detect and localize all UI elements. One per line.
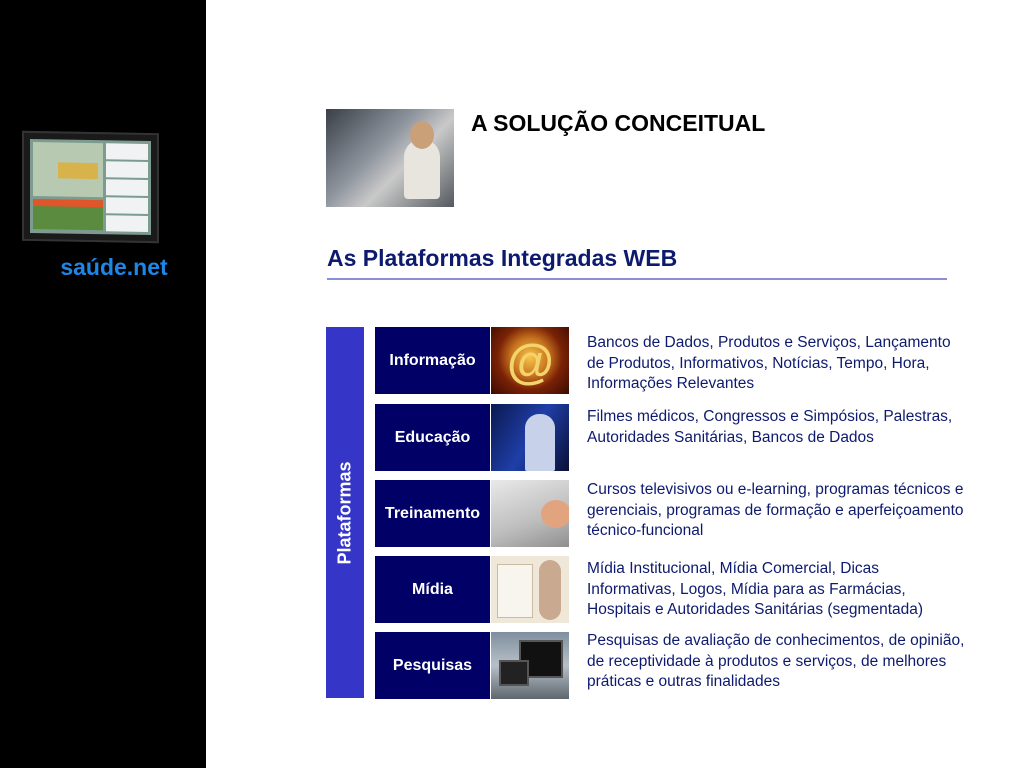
page-title: A SOLUÇÃO CONCEITUAL bbox=[471, 110, 766, 136]
keyboard-image bbox=[491, 480, 569, 547]
platform-description-educacao: Filmes médicos, Congressos e Simpósios, Palestras, Autoridades Sanitárias, Bancos de Dados bbox=[587, 408, 953, 446]
platform-label-midia: Mídia bbox=[375, 556, 490, 623]
platform-description-midia: Mídia Institucional, Mídia Comercial, Dicas Informativas, Logos, Mídia para as Farmácias, Hospitais e Autoridades Sanitárias (segmentada) bbox=[587, 560, 924, 618]
at-sign-image: @ bbox=[491, 327, 569, 394]
platform-label-pesquisas: Pesquisas bbox=[375, 632, 490, 699]
platform-description-pesquisas: Pesquisas de avaliação de conhecimentos, de opinião, de receptividade à produtos e serviços, de melhores práticas e outras finalidades bbox=[587, 632, 965, 690]
platform-label-educacao: Educação bbox=[375, 404, 490, 471]
brand-name: saúde.net bbox=[60, 254, 168, 280]
header-photo bbox=[326, 109, 454, 207]
platform-description-treinamento: Cursos televisivos ou e-learning, programas técnicos e gerenciais, programas de formação e aperfeiçoamento técnico-funcional bbox=[587, 481, 964, 539]
media-ad-image bbox=[491, 556, 569, 623]
medical-researcher-image bbox=[491, 404, 569, 471]
display-screen-image bbox=[22, 131, 159, 243]
platform-description-informacao: Bancos de Dados, Produtos e Serviços, Lançamento de Produtos, Informativos, Notícias, Tempo, Hora, Informações Relevantes bbox=[587, 334, 951, 392]
platforms-vertical-label: Plataformas bbox=[334, 460, 355, 565]
left-sidebar bbox=[0, 0, 206, 768]
platform-label-treinamento: Treinamento bbox=[375, 480, 490, 547]
section-title: As Plataformas Integradas WEB bbox=[327, 245, 678, 271]
platform-label-informacao: Informação bbox=[375, 327, 490, 394]
monitors-image bbox=[491, 632, 569, 699]
title-divider bbox=[327, 278, 947, 280]
platforms-vertical-bar bbox=[326, 327, 364, 698]
